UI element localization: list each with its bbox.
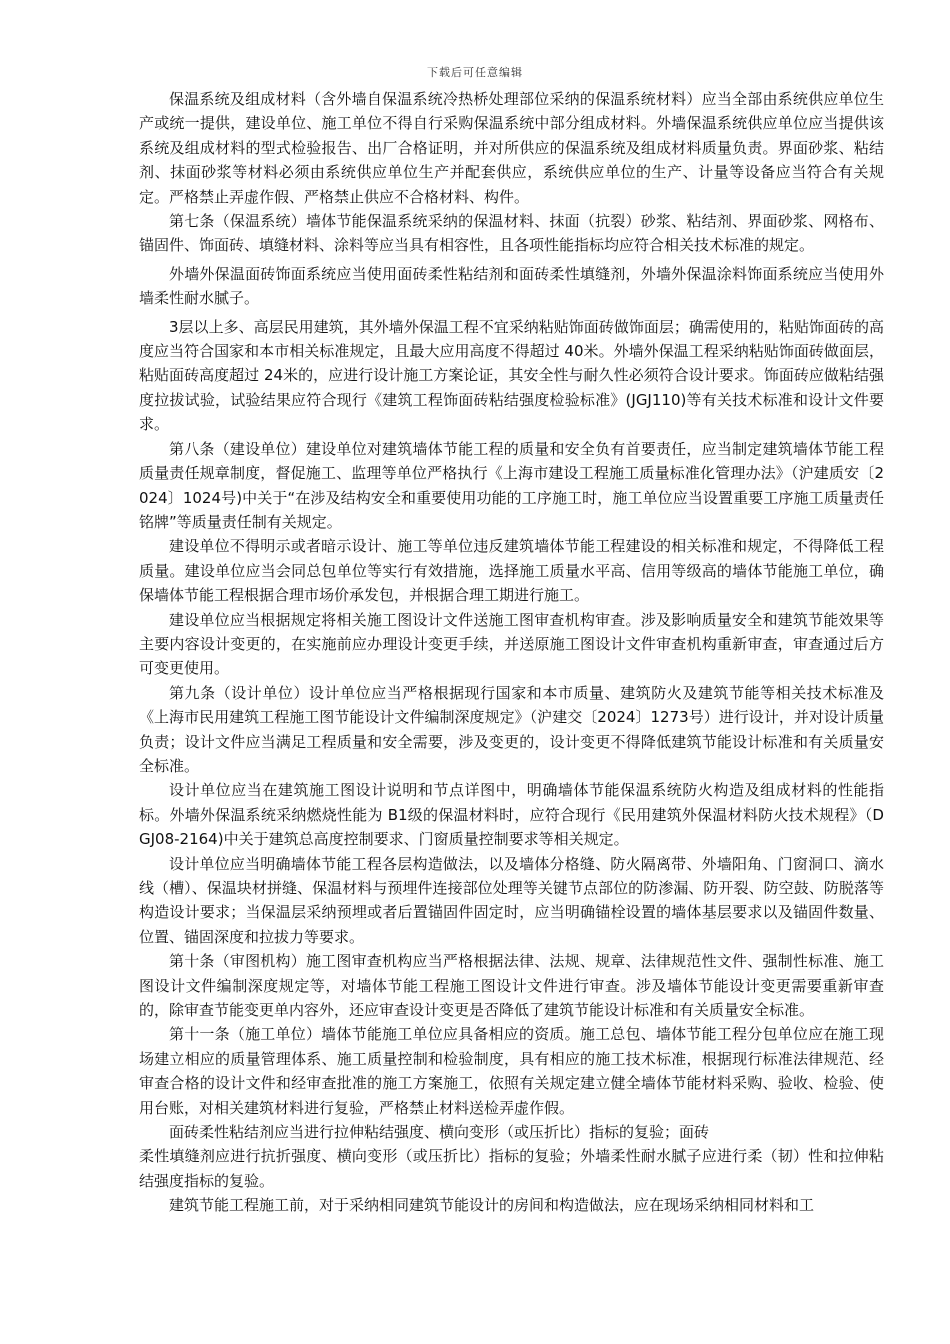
paragraph: 建设单位应当根据规定将相关施工图设计文件送施工图审查机构审查。涉及影响质量安全和建筑节能效果等主要内容设计变更的，在实施前应办理设计变更手续，并送原施工图设计文件审查机构重新审查，审查通过后方可变更使用。	[139, 610, 884, 678]
paragraph: 设计单位应当明确墙体节能工程各层构造做法，以及墙体分格缝、防火隔离带、外墙阳角、门窗洞口、滴水线（槽）、保温块材拼缝、保温材料与预埋件连接部位处理等关键节点部位的防渗漏、防开裂、防空鼓、防脱落等构造设计要求；当保温层采纳预埋或者后置锚固件固定时，应当明确锚栓设置的墙体基层要求以及锚固件数量、位置、锚固深度和拉拔力等要求。	[139, 854, 884, 946]
paragraph: 建设单位不得明示或者暗示设计、施工等单位违反建筑墙体节能工程建设的相关标准和规定，不得降低工程质量。建设单位应当会同总包单位等实行有效措施，选择施工质量水平高、信用等级高的墙体节能施工单位，确保墙体节能工程根据合理市场价承发包，并根据合理工期进行施工。	[139, 537, 884, 605]
document-body	[139, 87, 884, 1218]
paragraph: 3层以上多、高层民用建筑，其外墙外保温工程不宜采纳粘贴饰面砖做饰面层；确需使用的，粘贴饰面砖的高度应当符合国家和本市相关标准规定，且最大应用高度不得超过 40米。外墙外保温工程采纳粘贴饰面砖做面层，粘贴面砖高度超过 24米的，应进行设计施工方案论证，其安全性与耐久性必须符合设计要求。饰面砖应做粘结强度拉拔试验，试验结果应符合现行《建筑工程饰面砖粘结强度检验标准》(JGJ110)等有关技术标准和设计文件要求。	[139, 317, 884, 434]
paragraph: 面砖柔性粘结剂应当进行拉伸粘结强度、横向变形（或压折比）指标的复验；面砖	[169, 1123, 710, 1142]
paragraph-article-8: 第八条（建设单位）建设单位对建筑墙体节能工程的质量和安全负有首要责任，应当制定建筑墙体节能工程质量责任规章制度，督促施工、监理等单位严格执行《上海市建设工程施工质量标准化管理办法》（沪建质安〔2024〕1024号)中关于“在涉及结构安全和重要使用功能的工序施工时，施工单位应当设置重要工序施工质量责任铭牌”等质量责任制有关规定。	[139, 439, 884, 531]
paragraph-article-7: 第七条（保温系统）墙体节能保温系统采纳的保温材料、抹面（抗裂）砂浆、粘结剂、界面砂浆、网格布、锚固件、饰面砖、填缝材料、涂料等应当具有相容性，且各项性能指标均应符合相关技术标准的规定。	[139, 212, 884, 255]
paragraph-article-9: 第九条（设计单位）设计单位应当严格根据现行国家和本市质量、建筑防火及建筑节能等相关技术标准及《上海市民用建筑工程施工图节能设计文件编制深度规定》（沪建交〔2024〕1273号）进行设计，并对设计质量负责；设计文件应当满足工程质量和安全需要，涉及变更的，设计变更不得降低建筑节能设计标准和有关质量安全标准。	[139, 683, 884, 775]
paragraph: 外墙外保温面砖饰面系统应当使用面砖柔性粘结剂和面砖柔性填缝剂，外墙外保温涂料饰面系统应当使用外墙柔性耐水腻子。	[139, 264, 884, 308]
paragraph-article-11: 第十一条（施工单位）墙体节能施工单位应具备相应的资质。施工总包、墙体节能工程分包单位应在施工现场建立相应的质量管理体系、施工质量控制和检验制度，具有相应的施工技术标准，根据现行标准法律规范、经审查合格的设计文件和经审查批准的施工方案施工，依照有关规定建立健全墙体节能材料采购、验收、检验、使用台账，对相关建筑材料进行复验，严格禁止材料送检弄虚作假。	[139, 1025, 884, 1117]
page-header: 下载后可任意编辑	[427, 66, 523, 79]
paragraph: 保温系统及组成材料（含外墙自保温系统冷热桥处理部位采纳的保温系统材料）应当全部由系统供应单位生产或统一提供，建设单位、施工单位不得自行采购保温系统中部分组成材料。外墙保温系统供应单位应当提供该系统及组成材料的型式检验报告、出厂合格证明，并对所供应的保温系统及组成材料质量负责。界面砂浆、粘结剂、抹面砂浆等材料必须由系统供应单位生产并配套供应，系统供应单位的生产、计量等设备应当符合有关规定。严格禁止弄虚作假、严格禁止供应不合格材料、构件。	[139, 90, 884, 206]
paragraph: 建筑节能工程施工前，对于采纳相同建筑节能设计的房间和构造做法，应在现场采纳相同材料和工	[169, 1196, 815, 1215]
paragraph: 设计单位应当在建筑施工图设计说明和节点详图中，明确墙体节能保温系统防火构造及组成材料的性能指标。外墙外保温系统采纳燃烧性能为 B1级的保温材料时，应符合现行《民用建筑外保温材料防火技术规程》（DGJ08-2164)中关于建筑总高度控制要求、门窗质量控制要求等相关规定。	[139, 781, 884, 849]
paragraph-article-10: 第十条（审图机构）施工图审查机构应当严格根据法律、法规、规章、法律规范性文件、强制性标准、施工图设计文件编制深度规定等，对墙体节能工程施工图设计文件进行审查。涉及墙体节能设计变更需要重新审查的，除审查节能变更单内容外，还应审查设计变更是否降低了建筑节能设计标准和有关质量安全标准。	[139, 952, 884, 1020]
paragraph: 柔性填缝剂应进行抗折强度、横向变形（或压折比）指标的复验；外墙柔性耐水腻子应进行柔（韧）性和拉伸粘结强度指标的复验。	[139, 1147, 884, 1190]
